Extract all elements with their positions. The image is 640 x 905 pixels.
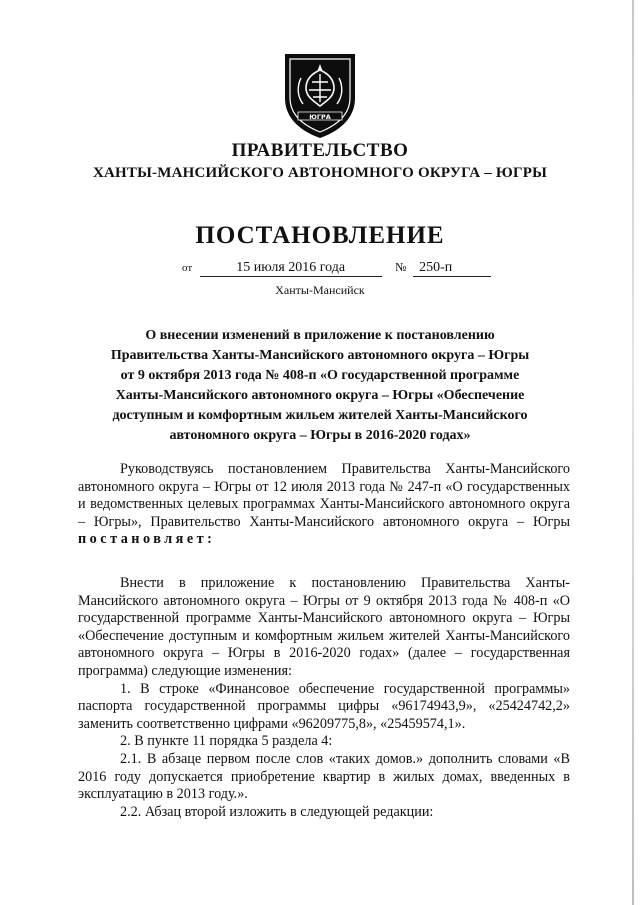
government-name: ПРАВИТЕЛЬСТВО [231,140,409,161]
coat-of-arms-emblem [279,50,361,140]
scan-edge [632,0,634,905]
region-name: ХАНТЫ-МАНСИЙСКОГО АВТОНОМНОГО ОКРУГА – ЮГРЫ [92,165,547,181]
document-body [78,461,570,821]
number-sign: № [395,260,407,274]
document-number: 250-п [413,260,491,277]
body-paragraph: 2. В пункте 11 порядка 5 раздела 4: [120,733,333,750]
subject-line: Ханты-Мансийского автономного округа – Югры «Обеспечение [115,388,525,403]
subject-line: доступным и комфортным жильем жителей Ханты-Мансийского [112,408,528,423]
subject-line: Правительства Ханты-Мансийского автономного округа – Югры [110,348,530,363]
subject-line: О внесении изменений в приложение к постановлению [145,328,495,343]
document-date: 15 июля 2016 года [200,260,382,277]
subject-line: автономного округа – Югры в 2016-2020 годах» [169,428,471,443]
document-type-title: ПОСТАНОВЛЕНИЕ [195,222,445,249]
preamble-paragraph [78,461,570,549]
body-paragraph: 1. В строке «Финансовое обеспечение государственной программы» паспорта государственной программы цифры «96174943,9», «25424742,2» заменить соответственно цифрами «96209775,8», «25459574,1». [78,680,570,732]
resolution-keyword: постановляет: [78,531,216,548]
document-subject [78,326,562,446]
subject-line: от 9 октября 2013 года № 408-п «О государственной программе [120,368,520,383]
preamble-text: Руководствуясь постановлением Правительства Ханты-Мансийского автономного округа – Югры от 12 июля 2013 года № 247-п «О государственных и ведомственных целевых программах Ханты-Мансийского автономного округа – Югры», Правительство Ханты-Мансийского автономного округа – Югры [78,461,570,530]
date-prefix: от [182,262,193,274]
svg-text:ЮГРА: ЮГРА [309,113,331,121]
city-name: Ханты-Мансийск [275,283,365,297]
document-dateline [182,260,491,277]
body-paragraph: Внести в приложение к постановлению Правительства Ханты-Мансийского автономного округа – Югры от 9 октября 2013 года № 408-п «О государственной программе Ханты-Мансийского автономного округа – Югры «Обеспечение доступным и комфортным жильем жителей Ханты-Мансийского автономного округа – Югры в 2016-2020 годах» (далее – государственная программа) следующие изменения: [78,574,570,679]
body-paragraph: 2.1. В абзаце первом после слов «таких домов.» дополнить словами «В 2016 году допускается приобретение квартир в жилых домах, введенных в эксплуатацию в 2013 году.». [78,750,570,803]
body-paragraph: 2.2. Абзац второй изложить в следующей редакции: [120,803,434,820]
